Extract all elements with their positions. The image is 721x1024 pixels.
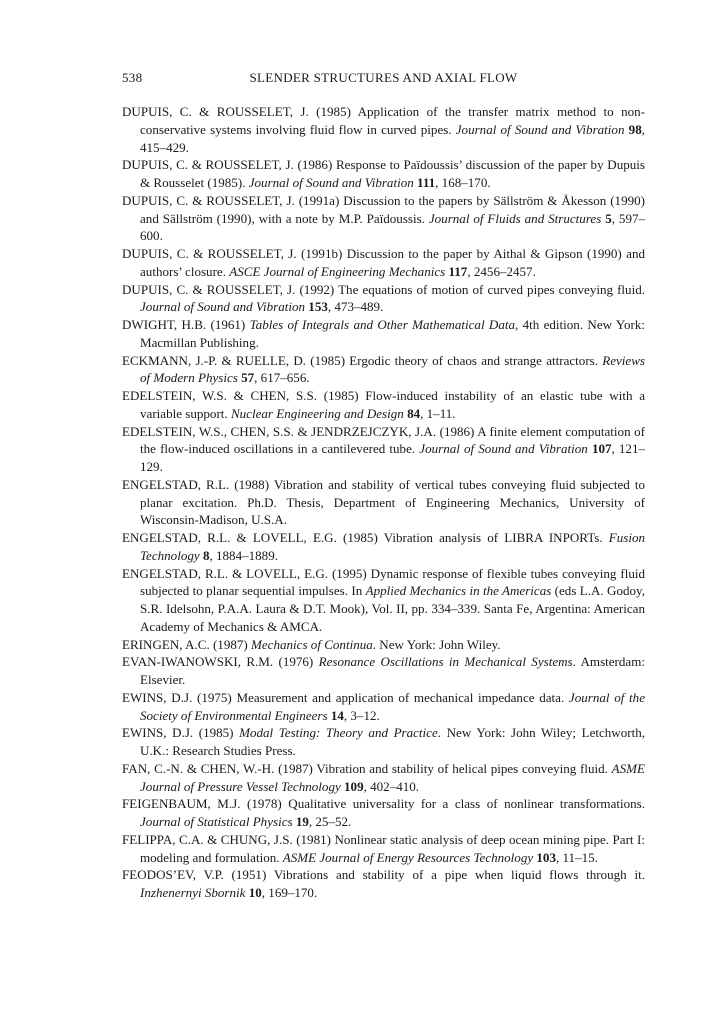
- reference-text: EWINS, D.J. (1975) Measurement and application of mechanical impedance data.: [122, 689, 569, 705]
- reference-text: , 11–15.: [555, 849, 598, 865]
- reference-text: DUPUIS, C. & ROUSSELET, J. (1985) Application of the transfer matrix method to non-conservative systems involving fluid flow in curved pipes.: [122, 104, 645, 137]
- reference-text: ENGELSTAD, R.L. & LOVELL, E.G. (1985) Vibration analysis of LIBRA INPORTs.: [122, 530, 609, 545]
- reference-journal: Journal of Sound and Vibration: [455, 121, 625, 137]
- reference-journal: Mechanics of Continua: [251, 636, 373, 652]
- reference-volume: 14: [330, 707, 344, 723]
- reference-journal: Reviews of Modern Physics: [140, 352, 645, 386]
- reference-entry: [122, 352, 645, 388]
- reference-entry: [122, 795, 645, 831]
- reference-volume: 103: [536, 849, 556, 865]
- reference-text: , 597–600.: [140, 210, 646, 244]
- reference-text: . New York: John Wiley; Letchworth, U.K.: Research Studies Press.: [140, 725, 645, 758]
- reference-volume: 84: [407, 405, 421, 421]
- reference-text: FEODOS’EV, V.P. (1951) Vibrations and stability of a pipe when liquid flows through it.: [122, 867, 645, 883]
- reference-entry: [122, 476, 645, 529]
- reference-text: ENGELSTAD, R.L. (1988) Vibration and stability of vertical tubes conveying fluid subjected to planar excitation. Ph.D. Thesis, Department of Engineering Mechanics, University of Wisconsin-Madison, U.S.A.: [122, 476, 645, 528]
- reference-journal: Tables of Integrals and Other Mathematical Data: [249, 317, 515, 332]
- reference-text: , 169–170.: [261, 885, 318, 900]
- reference-journal: Journal of Statistical Physics: [140, 814, 293, 829]
- reference-entry: [122, 192, 645, 245]
- reference-entry: [122, 831, 645, 867]
- reference-text: FEIGENBAUM, M.J. (1978) Qualitative universality for a class of nonlinear transformations.: [122, 796, 645, 812]
- reference-entry: [122, 281, 645, 317]
- reference-text: DWIGHT, H.B. (1961): [122, 317, 250, 332]
- reference-journal: Journal of Sound and Vibration: [140, 299, 306, 315]
- reference-entry: [122, 653, 645, 689]
- reference-volume: 98: [628, 121, 642, 137]
- reference-text: EVAN-IWANOWSKI, R.M. (1976): [122, 654, 319, 670]
- reference-text: (eds L.A. Godoy, S.R. Idelsohn, P.A.A. Laura & D.T. Mook), Vol. II, pp. 334–339. Santa Fe, Argentina: American Academy of Mechanics & AMCA.: [140, 583, 645, 634]
- reference-volume: 10: [248, 885, 262, 900]
- reference-entry: [122, 387, 645, 423]
- reference-text: , 402–410.: [363, 778, 420, 794]
- reference-entry: [122, 423, 645, 476]
- reference-journal: Nuclear Engineering and Design: [230, 405, 404, 421]
- reference-entry: [122, 689, 645, 725]
- reference-entry: [122, 156, 645, 192]
- reference-journal: Journal of Fluids and Structures: [428, 210, 602, 226]
- reference-journal: ASME Journal of Pressure Vessel Technology: [140, 760, 645, 794]
- reference-journal: Journal of Sound and Vibration: [419, 441, 588, 457]
- reference-text: FELIPPA, C.A. & CHUNG, J.S. (1981) Nonlinear static analysis of deep ocean mining pipe. Part I: modeling and formulation.: [122, 831, 645, 865]
- reference-text: EDELSTEIN, W.S., CHEN, S.S. & JENDRZEJCZYK, J.A. (1986) A finite element computation of the flow-induced oscillations in a cantilevered tube.: [122, 423, 645, 457]
- reference-journal: Journal of the Society of Environmental Engineers: [140, 689, 645, 723]
- reference-entry: [122, 529, 645, 565]
- reference-text: . Amsterdam: Elsevier.: [140, 654, 645, 687]
- page-number: 538: [122, 70, 143, 85]
- reference-volume: 107: [591, 441, 612, 457]
- reference-text: FAN, C.-N. & CHEN, W.-H. (1987) Vibration and stability of helical pipes conveying fluid.: [122, 760, 612, 776]
- reference-text: EDELSTEIN, W.S. & CHEN, S.S. (1985) Flow-induced instability of an elastic tube with a variable support.: [122, 388, 645, 421]
- reference-entry: [122, 316, 645, 352]
- reference-journal: Inzhenernyi Sbornik: [140, 885, 246, 900]
- reference-text: ENGELSTAD, R.L. & LOVELL, E.G. (1995) Dynamic response of flexible tubes conveying fluid subjected to planar sequential impulses. In: [122, 565, 645, 599]
- reference-journal: Applied Mechanics in the Americas: [365, 583, 552, 599]
- reference-text: DUPUIS, C. & ROUSSELET, J. (1991a) Discussion to the papers by Sällström & Åkesson (1990) and Sällström (1990), with a note by M.P. Païdoussis.: [122, 192, 645, 226]
- reference-text: , 25–52.: [308, 814, 352, 829]
- reference-volume: 8: [202, 547, 210, 563]
- reference-volume: 153: [308, 299, 328, 315]
- reference-volume: 109: [344, 778, 364, 794]
- reference-entry: [122, 724, 645, 760]
- reference-text: , 415–429.: [140, 121, 645, 155]
- reference-journal: ASME Journal of Energy Resources Technology: [282, 849, 534, 865]
- reference-volume: 111: [417, 175, 436, 190]
- reference-text: , 168–170.: [435, 175, 491, 190]
- reference-text: DUPUIS, C. & ROUSSELET, J. (1991b) Discussion to the paper by Aithal & Gipson (1990) and authors’ closure.: [122, 246, 645, 279]
- reference-text: ERINGEN, A.C. (1987): [122, 636, 252, 652]
- reference-journal: Resonance Oscillations in Mechanical Systems: [318, 654, 573, 670]
- reference-entry: [122, 866, 645, 902]
- reference-journal: Fusion Technology: [140, 530, 645, 563]
- reference-text: , 473–489.: [327, 299, 384, 315]
- reference-list: [122, 103, 645, 902]
- reference-entry: [122, 565, 645, 636]
- reference-text: . New York: John Wiley.: [372, 636, 501, 652]
- reference-text: , 1884–1889.: [209, 547, 278, 563]
- reference-entry: [122, 636, 645, 654]
- reference-text: , 617–656.: [254, 370, 310, 386]
- reference-volume: 19: [295, 814, 309, 829]
- reference-text: , 3–12.: [343, 707, 380, 723]
- reference-volume: 5: [605, 210, 612, 226]
- reference-text: DUPUIS, C. & ROUSSELET, J. (1986) Response to Païdoussis’ discussion of the paper by Dupuis & Rousselet (1985).: [122, 157, 645, 190]
- reference-entry: [122, 103, 645, 156]
- running-title: SLENDER STRUCTURES AND AXIAL FLOW: [249, 70, 518, 85]
- reference-volume: 117: [448, 263, 468, 279]
- reference-text: , 2456–2457.: [467, 263, 536, 279]
- reference-journal: ASCE Journal of Engineering Mechanics: [229, 263, 446, 279]
- reference-journal: Modal Testing: Theory and Practice: [239, 725, 438, 741]
- reference-text: DUPUIS, C. & ROUSSELET, J. (1992) The equations of motion of curved pipes conveying fluid.: [122, 281, 645, 297]
- reference-text: EWINS, D.J. (1985): [122, 725, 240, 741]
- reference-text: , 4th edition. New York: Macmillan Publishing.: [140, 317, 646, 350]
- reference-entry: [122, 760, 645, 796]
- reference-journal: Journal of Sound and Vibration: [248, 175, 414, 190]
- reference-entry: [122, 245, 645, 281]
- reference-volume: 57: [241, 370, 255, 386]
- reference-text: , 121–129.: [140, 441, 646, 474]
- reference-text: , 1–11.: [420, 405, 456, 421]
- reference-text: ECKMANN, J.-P. & RUELLE, D. (1985) Ergodic theory of chaos and strange attractors.: [122, 352, 603, 368]
